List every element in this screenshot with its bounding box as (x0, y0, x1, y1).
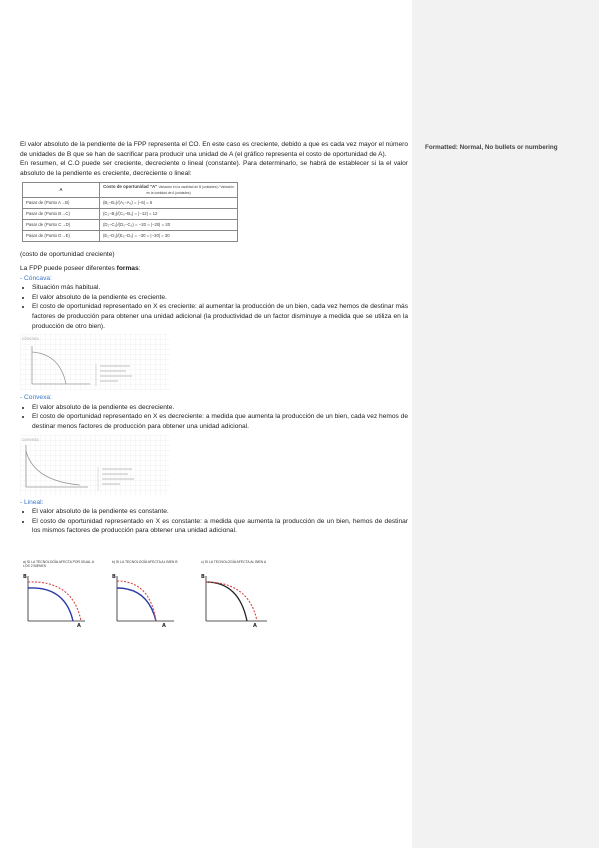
comment-formatted-note[interactable]: Formatted: Normal, No bullets or numbering (425, 144, 558, 151)
table-row (23, 209, 263, 220)
graph-a-x-label: A (77, 622, 81, 627)
graph-c-title: c) SI LA TECNOLOGÍA AFECTA AL BIEN A (201, 559, 267, 564)
table-header-co-title: Costo de oportunidad "A" (103, 184, 158, 190)
forms-bold: formas (116, 264, 139, 272)
graph-c-y-label: B (201, 573, 205, 580)
list-item: • El valor absoluto de la pendiente es decreciente. (32, 403, 408, 413)
concave-sketch-label: cóncava (22, 336, 39, 342)
document-body (20, 140, 408, 630)
linear-heading: - Lineal: (20, 498, 44, 506)
table-caption: (costo de oportunidad creciente) (20, 251, 115, 259)
table-header-a: A (23, 183, 100, 198)
concave-heading: - Cóncava: (20, 274, 52, 282)
concave-list (20, 283, 408, 331)
graph-c (201, 560, 278, 631)
table-header-co (100, 183, 238, 198)
table-cell-from: Pasar de (Punto D→E) (23, 231, 100, 242)
graph-a-title: a) SI LA TECNOLOGÍA AFECTA POR IGUAL A LOS 2 BIENES (23, 559, 94, 569)
graph-b (112, 560, 189, 631)
list-item: • El valor absoluto de la pendiente es constante. (32, 507, 408, 517)
table-header-formula: Variación en la cantidad de B (unidades) / Variación en la cantidad de A (unidades) (146, 185, 234, 196)
table-cell-calc: (C₁−B₁)/(C₀−B₀) = |−12| = 12 (100, 209, 238, 220)
graph-c-x-label: A (253, 622, 257, 627)
graph-b-x-label: A (162, 622, 166, 627)
graph-b-title: b) SI LA TECNOLOGÍA AFECTA AL BIEN B (112, 559, 178, 564)
technology-graphs (23, 560, 408, 631)
graph-a-y-label: B (23, 573, 27, 580)
linear-list (20, 507, 408, 536)
list-item: • Situación más habitual. (32, 283, 408, 293)
graph-c-chart (201, 572, 278, 627)
table-cell-from: Pasar de (Punto A→B) (23, 198, 100, 209)
list-item: • El costo de oportunidad representado en X es decreciente: a medida que aumenta la producción de un bien, cada vez hemos de destinar menos factores de producción para obtener una unidad adicional. (32, 412, 408, 431)
convex-sketch-image (20, 435, 170, 495)
convex-heading: - Convexa: (20, 394, 52, 402)
table-cell-calc: (B₁−B₀)/(A₁−A₀) = |−6| = 6 (100, 198, 238, 209)
graph-a-chart (23, 572, 100, 627)
graph-a (23, 560, 100, 631)
table-cell-from: Pasar de (Punto B→C) (23, 209, 100, 220)
forms-intro: La FPP puede poseer diferentes formas: (20, 264, 141, 272)
intro-paragraph-1: El valor absoluto de la pendiente de la FPP representa el CO. En este caso es creciente, debido a que es cada vez mayor el número de unidades de B que se han de sacrificar para producir una unidad de A (el gráfico representa el costo de oportunidad de A). (20, 141, 408, 158)
table-cell-calc: (E₁−D₁)/(E₀−D₀) = −30 = |−30| = 30 (100, 231, 238, 242)
table-cell-calc: (D₁−C₁)/(D₀−C₀) = −20 = |−20| = 20 (100, 220, 238, 231)
list-item: • El costo de oportunidad representado en X es constante: a medida que aumenta la producción de un bien, hemos de destinar los mismos factores de producción para obtener una unidad adicional. (32, 517, 408, 536)
table-row (23, 198, 263, 209)
convex-sketch-label: convexa (22, 436, 39, 442)
comments-pane (412, 0, 599, 848)
intro-paragraph-2: En resumen, el C.O puede ser creciente, decreciente o lineal (constante). Para determinarlo, se habrá de establecer si la el valor absoluto de la pendiente es creciente, decreciente o lineal: (20, 160, 408, 177)
table-cell-from: Pasar de (Punto C→D) (23, 220, 100, 231)
graph-b-y-label: B (112, 573, 116, 580)
convex-list (20, 403, 408, 432)
list-item: • El costo de oportunidad representado en X es creciente: al aumentar la producción de un bien, cada vez hemos de destinar más factores de producción para obtener una unidad adicional (la productividad de un factor disminuye a medida que se utiliza en la producción de otro bien). (32, 302, 408, 331)
opportunity-cost-table (22, 182, 262, 242)
table-row (23, 231, 263, 242)
list-item: • El valor absoluto de la pendiente es creciente. (32, 293, 408, 303)
concave-sketch-image (20, 334, 170, 390)
table-row (23, 220, 263, 231)
graph-b-chart (112, 572, 189, 627)
